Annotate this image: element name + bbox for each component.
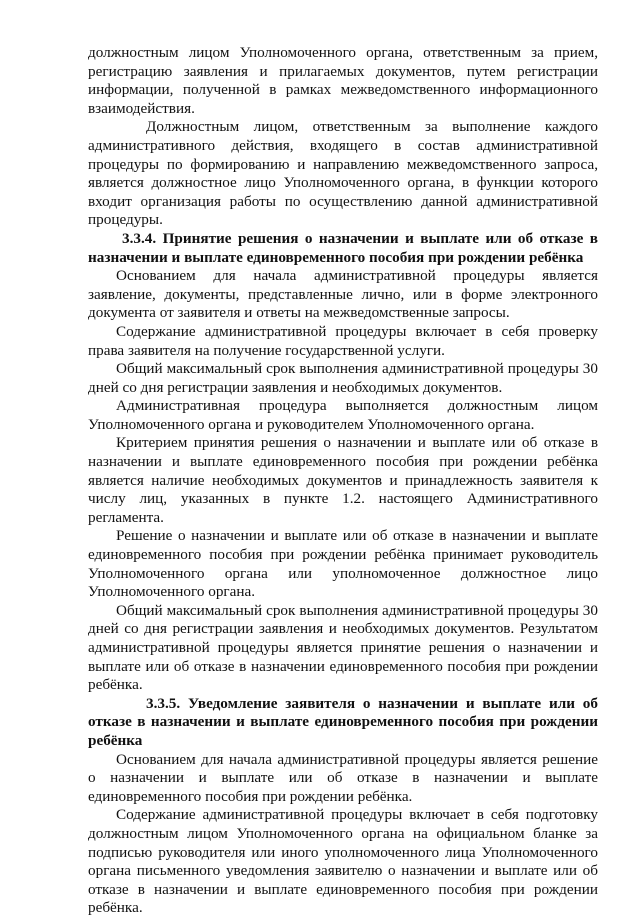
paragraph-decision: Решение о назначении и выплате или об отказе в назначении и выплате единовременного пособия при рождении ребёнка принимает руководитель Уполномоченного органа или уполномоченное должностное лицо Уполномоченного органа.	[88, 527, 598, 601]
section-heading-3-3-4: 3.3.4. Принятие решения о назначении и выплате или об отказе в назначении и выплате единовременного пособия при рождении ребёнка	[88, 229, 598, 266]
paragraph-max-term: Общий максимальный срок выполнения административной процедуры 30 дней со дня регистрации заявления и необходимых документов.	[88, 360, 598, 396]
paragraph-continuation: должностным лицом Уполномоченного органа, ответственным за прием, регистрацию заявления и прилагаемых документов, путем регистрации информации, полученной в рамках межведомственного информационного взаимодействия.	[88, 44, 598, 117]
document-body	[88, 44, 598, 918]
section-heading-3-3-5: 3.3.5. Уведомление заявителя о назначении и выплате или об отказе в назначении и выплате единовременного пособия при рождении ребёнка	[88, 694, 598, 749]
paragraph-criterion: Критерием принятия решения о назначении и выплате или об отказе в назначении и выплате единовременного пособия при рождении ребёнка является наличие необходимых документов и принадлежность заявителя к числу лиц, указанных в пункте 1.2. настоящего Административного регламента.	[88, 434, 598, 526]
paragraph-result: Общий максимальный срок выполнения административной процедуры 30 дней со дня регистрации заявления и необходимых документов. Результатом административной процедуры является принятие решения о назначении и выплате или об отказе в назначении единовременного пособия при рождении ребёнка.	[88, 601, 598, 694]
paragraph-performer: Административная процедура выполняется должностным лицом Уполномоченного органа и руководителем Уполномоченного органа.	[88, 397, 598, 433]
paragraph-basis: Основанием для начала административной процедуры является заявление, документы, представленные лично, или в форме электронного документа от заявителя и ответы на межведомственные запросы.	[88, 267, 598, 322]
paragraph-content: Содержание административной процедуры включает в себя проверку права заявителя на получение государственной услуги.	[88, 322, 598, 359]
paragraph-notification-content: Содержание административной процедуры включает в себя подготовку должностным лицом Уполномоченного органа на официальном бланке за подписью руководителя или иного уполномоченного лица Уполномоченного органа письменного уведомления заявителю о назначении и выплате или об отказе в назначении и выплате единовременного пособия при рождении ребёнка.	[88, 806, 598, 917]
paragraph-responsible-official: Должностным лицом, ответственным за выполнение каждого административного действия, входящего в состав административной процедуры по формированию и направлению межведомственного запроса, является должностное лицо Уполномоченного органа, в функции которого входит организация работы по осуществлению данной административной процедуры.	[88, 118, 598, 229]
paragraph-notification-basis: Основанием для начала административной процедуры является решение о назначении и выплате или об отказе в назначении и выплате единовременного пособия при рождении ребёнка.	[88, 750, 598, 805]
